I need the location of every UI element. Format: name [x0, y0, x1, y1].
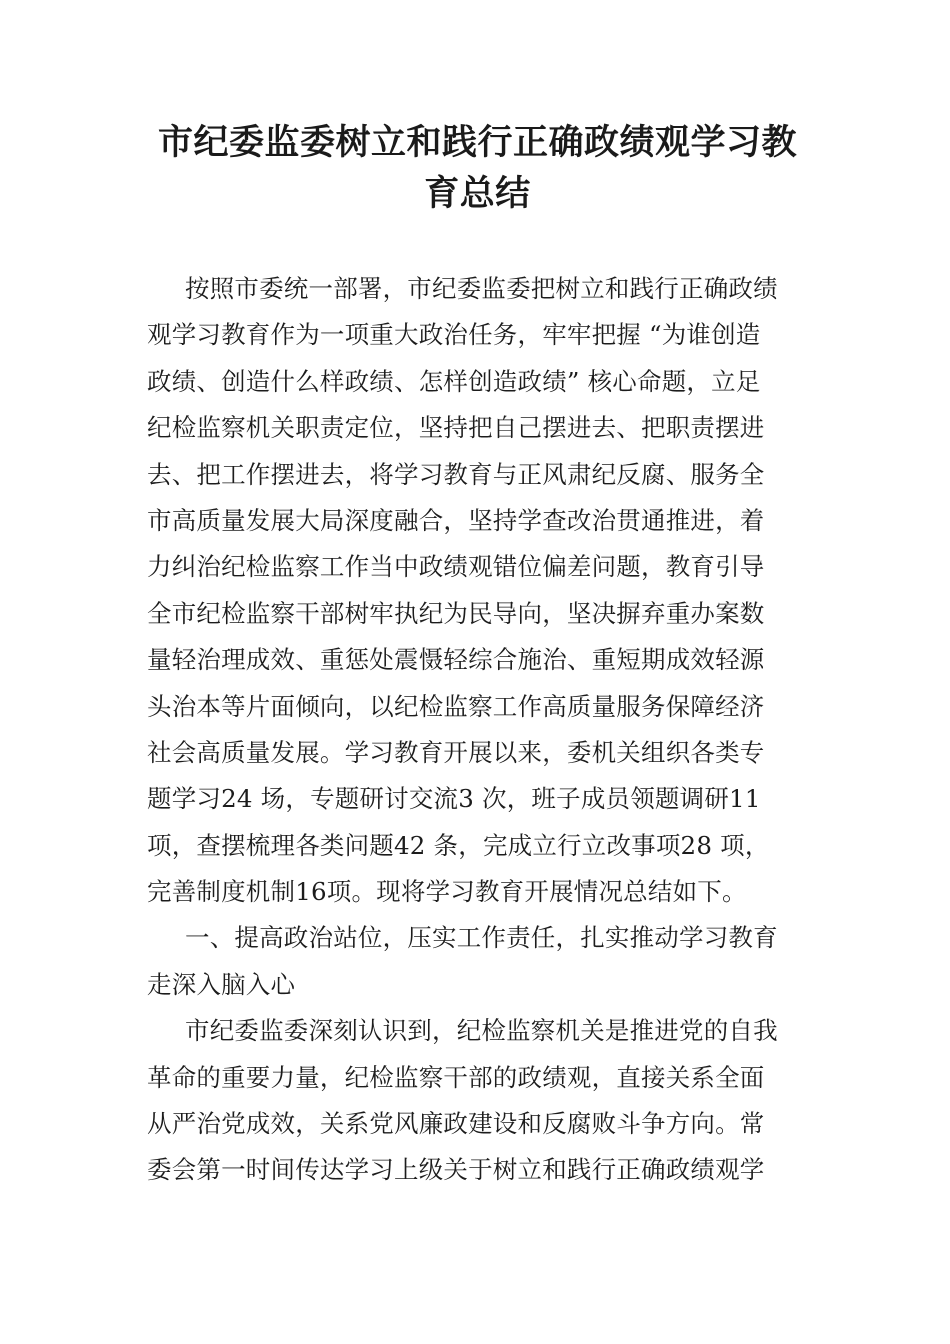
- title-line-1: 市纪委监委树立和践行正确政绩观学习教: [157, 123, 797, 163]
- body-line: 纪检监察机关职责定位，坚持把自己摆进去、把职责摆进: [147, 413, 765, 443]
- body-line: 从严治党成效，关系党风廉政建设和反腐败斗争方向。常: [147, 1109, 765, 1139]
- body-line: 革命的重要力量，纪检监察干部的政绩观，直接关系全面: [147, 1062, 765, 1092]
- title-line-2: 育总结: [424, 174, 531, 214]
- body-line: 政绩、创造什么样政绩、怎样创造政绩” 核心命题，立足: [147, 366, 761, 396]
- body-line: 量轻治理成效、重惩处震慑轻综合施治、重短期成效轻源: [147, 645, 765, 675]
- body-line: 全市纪检监察干部树牢执纪为民导向，坚决摒弃重办案数: [147, 598, 765, 628]
- body-line: 完善制度机制16项。现将学习教育开展情况总结如下。: [147, 877, 747, 907]
- body-line: 观学习教育作为一项重大政治任务，牢牢把握 “为谁创造: [147, 320, 761, 350]
- body-line: 按照市委统一部署，市纪委监委把树立和践行正确政绩: [185, 274, 778, 303]
- body-line: 头治本等片面倾向，以纪检监察工作高质量服务保障经济: [147, 691, 765, 721]
- body-line: 市纪委监委深刻认识到，纪检监察机关是推进党的自我: [185, 1016, 778, 1046]
- body-line: 委会第一时间传达学习上级关于树立和践行正确政绩观学: [147, 1155, 765, 1185]
- body-line: 社会高质量发展。学习教育开展以来，委机关组织各类专: [147, 737, 765, 767]
- body-line: 市高质量发展大局深度融合，坚持学查改治贯通推进，着: [147, 505, 765, 535]
- document-title: [150, 118, 805, 220]
- body-line: 项，查摆梳理各类问题42 条，完成立行立改事项28 项，: [147, 830, 770, 860]
- body-line: 一、提高政治站位，压实工作责任，扎实推动学习教育: [185, 923, 778, 953]
- body-line: 力纠治纪检监察工作当中政绩观错位偏差问题，教育引导: [147, 552, 765, 582]
- body-line: 走深入脑入心: [147, 969, 296, 999]
- body-line: 题学习24 场，专题研讨交流3 次，班子成员领题调研11: [147, 784, 761, 814]
- body-line: 去、把工作摆进去，将学习教育与正风肃纪反腐、服务全: [147, 459, 765, 489]
- document-body: [147, 266, 807, 1194]
